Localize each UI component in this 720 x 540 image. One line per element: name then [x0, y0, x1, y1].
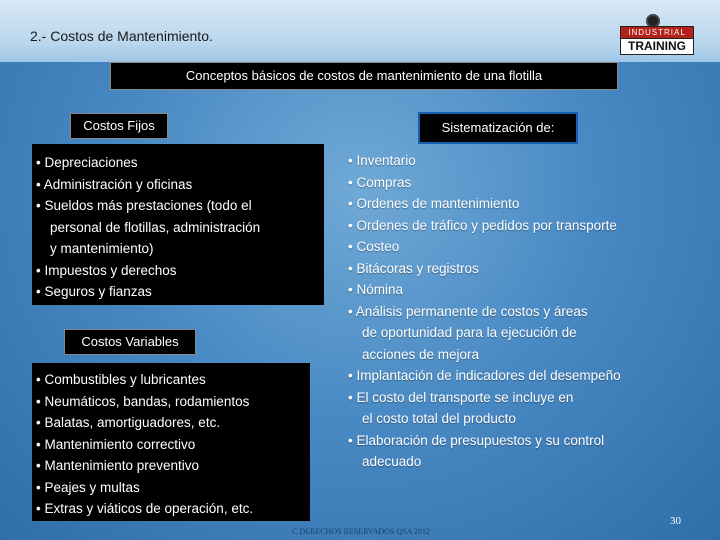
list-item-text: • Elaboración de presupuestos y su control: [348, 432, 605, 448]
list-item-continuation: adecuado: [362, 454, 422, 469]
list-item-text: • Combustibles y lubricantes: [36, 372, 206, 387]
list-item: [348, 193, 698, 215]
list-item: [348, 430, 698, 473]
list-item: [348, 150, 698, 172]
list-item-continuation: acciones de mejora: [362, 346, 480, 362]
variable-costs-panel: [32, 363, 310, 521]
logo-bottom-text: TRAINING: [620, 38, 694, 55]
list-item-text: • Análisis permanente de costos y áreas: [348, 303, 588, 319]
list-item-text: • Neumáticos, bandas, rodamientos: [36, 393, 250, 409]
list-item-text: • El costo del transporte se incluye en: [348, 389, 574, 405]
list-item: [36, 174, 320, 196]
list-item: [348, 258, 698, 280]
fixed-costs-label: Costos Fijos: [70, 113, 168, 139]
list-item: [36, 369, 306, 391]
list-item-continuation: personal de flotillas, administración: [50, 219, 261, 235]
list-item: [36, 260, 320, 282]
list-item: [348, 215, 698, 237]
list-item-text: • Mantenimiento preventivo: [36, 458, 200, 473]
page-number: 30: [670, 515, 681, 527]
list-item: [36, 391, 306, 413]
variable-costs-list: [36, 369, 306, 520]
list-item-text: • Administración y oficinas: [36, 176, 193, 192]
list-item: [348, 279, 698, 301]
list-item-text: • Ordenes de mantenimiento: [348, 196, 520, 211]
list-item: [348, 236, 698, 258]
list-item: [348, 387, 698, 430]
list-item-continuation: y mantenimiento): [50, 241, 154, 256]
list-item-text: • Impuestos y derechos: [36, 262, 177, 278]
slide-title: 2.- Costos de Mantenimiento.: [30, 28, 213, 44]
list-item: [36, 281, 320, 303]
list-item-text: • Costeo: [348, 239, 400, 254]
list-item-text: • Mantenimiento correctivo: [36, 436, 196, 452]
list-item: [348, 365, 698, 387]
list-item: [348, 172, 698, 194]
logo-top-text: INDUSTRIAL: [620, 26, 694, 40]
copyright-footer: C DERECHOS RESERVADOS QSA 2012: [292, 527, 430, 536]
list-item-text: • Extras y viáticos de operación, etc.: [36, 501, 254, 516]
list-item-text: • Implantación de indicadores del desempeño: [348, 368, 621, 383]
list-item: [348, 301, 698, 366]
list-item-continuation: el costo total del producto: [362, 411, 516, 426]
list-item: [36, 498, 306, 520]
fixed-costs-panel: [32, 144, 324, 305]
systematization-list: [348, 150, 698, 473]
list-item-text: • Balatas, amortiguadores, etc.: [36, 415, 221, 430]
systematization-label: Sistematización de:: [418, 112, 578, 144]
slide-subtitle: Conceptos básicos de costos de mantenimiento de una flotilla: [110, 62, 618, 90]
list-item-text: • Compras: [348, 174, 412, 190]
list-item: [36, 434, 306, 456]
list-item-continuation: de oportunidad para la ejecución de: [362, 325, 577, 340]
list-item: [36, 477, 306, 499]
fixed-costs-list: [36, 152, 320, 303]
list-item-text: • Depreciaciones: [36, 155, 138, 170]
list-item: [36, 195, 320, 260]
list-item-text: • Seguros y fianzas: [36, 284, 152, 299]
list-item: [36, 152, 320, 174]
list-item: [36, 412, 306, 434]
list-item-text: • Peajes y multas: [36, 479, 140, 495]
list-item-text: • Ordenes de tráfico y pedidos por transporte: [348, 217, 617, 233]
list-item: [36, 455, 306, 477]
list-item-text: • Bitácoras y registros: [348, 260, 479, 276]
list-item-text: • Sueldos más prestaciones (todo el: [36, 198, 252, 213]
list-item-text: • Nómina: [348, 282, 403, 297]
industrial-training-logo: [618, 12, 696, 54]
list-item-text: • Inventario: [348, 153, 416, 168]
variable-costs-label: Costos Variables: [64, 329, 196, 355]
